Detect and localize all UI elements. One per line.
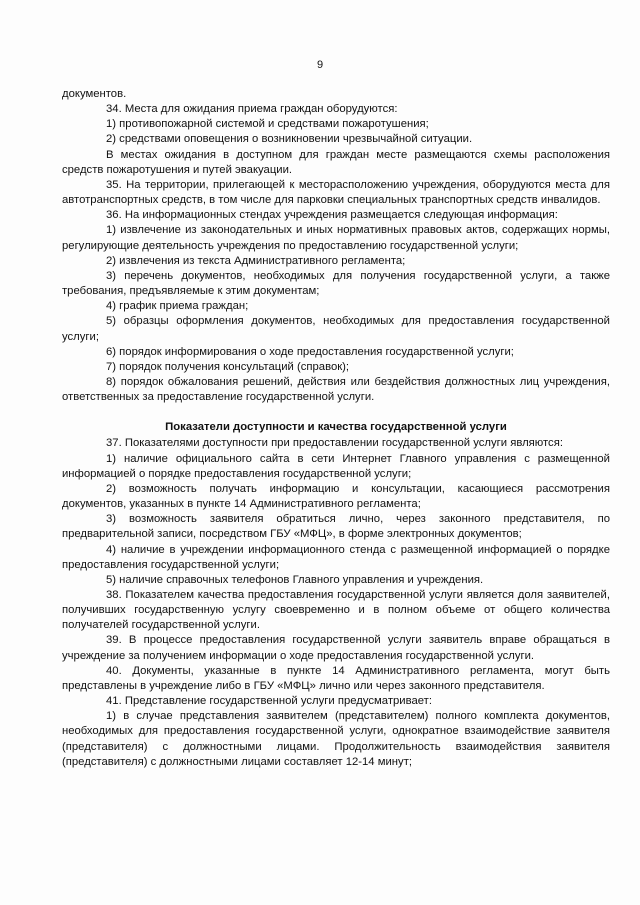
paragraph: 2) средствами оповещения о возникновении чрезвычайной ситуации.	[106, 133, 473, 146]
paragraph: 1) извлечение из законодательных и иных нормативных правовых актов, содержащих нормы, регулирующие деятельность учреждения по предоставлению государственной услуги;	[62, 224, 610, 252]
paragraph: В местах ожидания в доступном для граждан месте размещаются схемы расположения средств пожаротушения и путей эвакуации.	[62, 148, 610, 176]
paragraph: 35. На территории, прилегающей к месторасположению учреждения, оборудуются места для автотранспортных средств, в том числе для парковки специальных транспортных средств инвалидов.	[62, 178, 610, 207]
paragraph: 34. Места для ожидания приема граждан оборудуются:	[106, 103, 398, 116]
paragraph: 5) наличие справочных телефонов Главного управления и учреждения.	[106, 573, 484, 586]
paragraph: 4) график приема граждан;	[106, 300, 249, 313]
paragraph: 3) перечень документов, необходимых для получения государственной услуги, а также требования, предъявляемые к этим документам;	[62, 269, 610, 298]
paragraph: документов.	[62, 88, 127, 100]
document-body	[62, 87, 610, 770]
paragraph: 2) возможность получать информацию и консультации, касающиеся рассмотрения документов, указанных в пункте 14 Административного регламента;	[62, 482, 610, 511]
paragraph: 39. В процессе предоставления государственной услуги заявитель вправе обращаться в учреждение за получением информации о ходе предоставления государственной услуги.	[62, 634, 610, 662]
paragraph: 6) порядок информирования о ходе предоставления государственной услуги;	[106, 345, 514, 358]
paragraph: 37. Показателями доступности при предоставлении государственной услуги являются:	[106, 437, 563, 450]
paragraph: 1) противопожарной системой и средствами пожаротушения;	[106, 118, 429, 131]
paragraph: 4) наличие в учреждении информационного стенда с размещенной информацией о порядке предоставления государственной услуги;	[62, 543, 610, 571]
paragraph: 3) возможность заявителя обратиться лично, через законного представителя, по предварительной записи, посредством ГБУ «МФЦ», в форме электронных документов;	[62, 513, 610, 541]
paragraph: 5) образцы оформления документов, необходимых для предоставления государственной услуги;	[62, 315, 610, 343]
page-number: 9	[316, 59, 324, 71]
paragraph: 38. Показателем качества предоставления государственной услуги является доля заявителей, получивших государственную услугу своевременно и в полном объеме от общего количества получателей государственной услуги.	[62, 589, 610, 632]
paragraph: 40. Документы, указанные в пункте 14 Административного регламента, могут быть представлены в учреждение либо в ГБУ «МФЦ» лично или через законного представителя.	[62, 664, 610, 692]
section-heading: Показатели доступности и качества государственной услуги	[165, 421, 507, 434]
paragraph: 2) извлечения из текста Административного регламента;	[106, 254, 406, 267]
paragraph: 41. Представление государственной услуги предусматривает:	[106, 695, 432, 708]
paragraph: 1) в случае представления заявителем (представителем) полного комплекта документов, необходимых для предоставления государственной услуги, однократное взаимодействие заявителя (представителя) с должностными лицами. Продолжительность взаимодействия заявителя (представителя) с должностными лицами составляет 12-14 минут;	[62, 710, 610, 768]
paragraph: 8) порядок обжалования решений, действия или бездействия должностных лиц учреждения, ответственных за предоставление государственной услуги.	[62, 375, 610, 404]
paragraph: 36. На информационных стендах учреждения размещается следующая информация:	[106, 209, 558, 222]
paragraph: 7) порядок получения консультаций (справок);	[106, 360, 350, 373]
paragraph: 1) наличие официального сайта в сети Интернет Главного управления с размещенной информацией о порядке предоставления государственной услуги;	[62, 452, 610, 480]
